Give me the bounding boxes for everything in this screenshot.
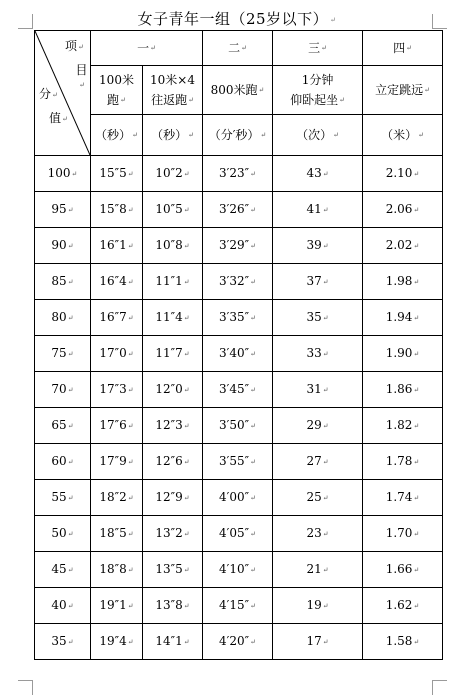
jump-cell[interactable] — [363, 336, 443, 372]
paragraph-mark-icon: ↵ — [250, 313, 257, 322]
score-cell[interactable] — [35, 192, 91, 228]
header-row-units — [35, 115, 443, 156]
cell-value: 60 — [51, 454, 67, 469]
paragraph-mark-icon: ↵ — [67, 277, 74, 286]
shuttle-cell[interactable] — [143, 228, 203, 264]
paragraph-mark-icon: ↵ — [413, 385, 420, 394]
paragraph-mark-icon: ↵ — [250, 205, 257, 214]
paragraph-mark-icon: ↵ — [413, 637, 420, 646]
run-800m-cell[interactable] — [203, 516, 273, 552]
cell-value: 39 — [306, 238, 322, 253]
jump-cell[interactable] — [363, 192, 443, 228]
cell-value: 18″5 — [99, 526, 127, 541]
paragraph-mark-icon: ↵ — [127, 385, 134, 394]
group-header-3[interactable]: 三↵ — [273, 31, 363, 66]
paragraph-mark-icon: ↵ — [322, 349, 329, 358]
paragraph-mark-icon: ↵ — [413, 205, 420, 214]
cell-value: 10″5 — [155, 202, 183, 217]
paragraph-mark-icon: ↵ — [127, 313, 134, 322]
cell-value: 35 — [51, 634, 67, 649]
jump-cell[interactable] — [363, 516, 443, 552]
paragraph-mark-icon: ↵ — [127, 601, 134, 610]
paragraph-mark-icon: ↵ — [127, 493, 134, 502]
corner-label-fen: 分↵ — [39, 87, 58, 101]
run-800m-cell[interactable] — [203, 444, 273, 480]
paragraph-mark-icon: ↵ — [413, 565, 420, 574]
unit-2[interactable]: （秒）↵ — [143, 115, 203, 156]
paragraph-mark-icon: ↵ — [322, 421, 329, 430]
paragraph-mark-icon: ↵ — [413, 601, 420, 610]
score-cell[interactable] — [35, 264, 91, 300]
paragraph-mark-icon: ↵ — [322, 637, 329, 646]
cell-value: 11″4 — [155, 310, 183, 325]
paragraph-mark-icon: ↵ — [183, 313, 190, 322]
paragraph-mark-icon: ↵ — [250, 241, 257, 250]
cell-value: 18″8 — [99, 562, 127, 577]
diagonal-header-cell[interactable] — [35, 31, 91, 156]
table-row — [35, 228, 443, 264]
page-corner-mark-bottom-right — [432, 680, 447, 695]
paragraph-mark-icon: ↵ — [67, 565, 74, 574]
jump-cell[interactable] — [363, 300, 443, 336]
cell-value: 10″2 — [155, 166, 183, 181]
paragraph-mark-icon: ↵ — [322, 277, 329, 286]
paragraph-mark-icon: ↵ — [250, 169, 257, 178]
score-cell[interactable] — [35, 552, 91, 588]
score-cell[interactable] — [35, 300, 91, 336]
cell-value: 3′40″ — [219, 346, 250, 361]
cell-value: 3′23″ — [219, 166, 250, 181]
run-100m-cell[interactable] — [91, 516, 143, 552]
unit-4[interactable]: （次）↵ — [273, 115, 363, 156]
cell-value: 3′29″ — [219, 238, 250, 253]
cell-value: 4′20″ — [219, 634, 250, 649]
paragraph-mark-icon: ↵ — [183, 565, 190, 574]
score-cell[interactable] — [35, 228, 91, 264]
paragraph-mark-icon: ↵ — [127, 169, 134, 178]
situps-cell[interactable] — [273, 588, 363, 624]
paragraph-mark-icon: ↵ — [322, 241, 329, 250]
run-800m-cell[interactable] — [203, 552, 273, 588]
situps-cell[interactable] — [273, 156, 363, 192]
paragraph-mark-icon: ↵ — [330, 16, 337, 24]
cell-value: 70 — [51, 382, 67, 397]
situps-cell[interactable] — [273, 300, 363, 336]
situps-cell[interactable] — [273, 444, 363, 480]
paragraph-mark-icon: ↵ — [322, 313, 329, 322]
run-800m-cell[interactable] — [203, 300, 273, 336]
paragraph-mark-icon: ↵ — [250, 385, 257, 394]
situps-cell[interactable] — [273, 336, 363, 372]
cell-value: 4′15″ — [219, 598, 250, 613]
run-800m-cell[interactable] — [203, 336, 273, 372]
header-row-items — [35, 66, 443, 115]
shuttle-cell[interactable] — [143, 408, 203, 444]
corner-label-zhi: 值↵ — [49, 111, 68, 125]
cell-value: 75 — [51, 346, 67, 361]
score-cell[interactable] — [35, 444, 91, 480]
cell-value: 1.70 — [385, 526, 413, 541]
cell-value: 13″2 — [155, 526, 183, 541]
cell-value: 1.90 — [385, 346, 413, 361]
shuttle-cell[interactable] — [143, 300, 203, 336]
cell-value: 1.78 — [385, 454, 413, 469]
cell-value: 1.86 — [385, 382, 413, 397]
shuttle-cell[interactable] — [143, 264, 203, 300]
shuttle-cell[interactable] — [143, 480, 203, 516]
unit-3[interactable]: （分′秒）↵ — [203, 115, 273, 156]
situps-cell[interactable] — [273, 192, 363, 228]
run-800m-cell[interactable] — [203, 264, 273, 300]
score-cell[interactable] — [35, 372, 91, 408]
unit-5[interactable]: （米）↵ — [363, 115, 443, 156]
cell-value: 21 — [306, 562, 322, 577]
situps-cell[interactable] — [273, 516, 363, 552]
table-row — [35, 516, 443, 552]
cell-value: 17 — [306, 634, 322, 649]
paragraph-mark-icon: ↵ — [413, 313, 420, 322]
paragraph-mark-icon: ↵ — [183, 205, 190, 214]
cell-value: 43 — [306, 166, 322, 181]
cell-value: 16″7 — [99, 310, 127, 325]
corner-label-xiang: 项↵ — [65, 39, 84, 53]
paragraph-mark-icon: ↵ — [127, 529, 134, 538]
paragraph-mark-icon: ↵ — [183, 241, 190, 250]
cell-value: 19″4 — [99, 634, 127, 649]
paragraph-mark-icon: ↵ — [67, 205, 74, 214]
paragraph-mark-icon: ↵ — [71, 169, 78, 178]
cell-value: 33 — [306, 346, 322, 361]
paragraph-mark-icon: ↵ — [127, 421, 134, 430]
paragraph-mark-icon: ↵ — [183, 349, 190, 358]
item-standing-jump[interactable]: 立定跳远↵ — [363, 66, 443, 115]
cell-value: 3′35″ — [219, 310, 250, 325]
cell-value: 18″2 — [99, 490, 127, 505]
cell-value: 4′05″ — [219, 526, 250, 541]
cell-value: 15″5 — [99, 166, 127, 181]
jump-cell[interactable] — [363, 552, 443, 588]
paragraph-mark-icon: ↵ — [183, 493, 190, 502]
cell-value: 45 — [51, 562, 67, 577]
run-800m-cell[interactable] — [203, 228, 273, 264]
cell-value: 13″5 — [155, 562, 183, 577]
table-row — [35, 588, 443, 624]
cell-value: 16″1 — [99, 238, 127, 253]
paragraph-mark-icon: ↵ — [127, 241, 134, 250]
paragraph-mark-icon: ↵ — [250, 277, 257, 286]
item-shuttle-run[interactable]: 10米×4 往返跑↵ — [143, 66, 203, 115]
paragraph-mark-icon: ↵ — [322, 493, 329, 502]
paragraph-mark-icon: ↵ — [250, 349, 257, 358]
paragraph-mark-icon: ↵ — [67, 601, 74, 610]
cell-value: 3′45″ — [219, 382, 250, 397]
cell-value: 12″9 — [155, 490, 183, 505]
paragraph-mark-icon: ↵ — [127, 565, 134, 574]
jump-cell[interactable] — [363, 228, 443, 264]
paragraph-mark-icon: ↵ — [183, 169, 190, 178]
table-row — [35, 192, 443, 228]
cell-value: 1.62 — [385, 598, 413, 613]
run-800m-cell[interactable] — [203, 480, 273, 516]
table-body — [35, 156, 443, 660]
cell-value: 85 — [51, 274, 67, 289]
paragraph-mark-icon: ↵ — [250, 637, 257, 646]
cell-value: 11″1 — [155, 274, 183, 289]
paragraph-mark-icon: ↵ — [322, 385, 329, 394]
paragraph-mark-icon: ↵ — [250, 565, 257, 574]
page-corner-mark-bottom-left — [18, 680, 33, 695]
cell-value: 1.66 — [385, 562, 413, 577]
paragraph-mark-icon: ↵ — [413, 277, 420, 286]
shuttle-cell[interactable] — [143, 516, 203, 552]
paragraph-mark-icon: ↵ — [322, 169, 329, 178]
situps-cell[interactable] — [273, 408, 363, 444]
cell-value: 4′00″ — [219, 490, 250, 505]
score-cell[interactable] — [35, 336, 91, 372]
cell-value: 65 — [51, 418, 67, 433]
jump-cell[interactable] — [363, 588, 443, 624]
cell-value: 1.58 — [385, 634, 413, 649]
paragraph-mark-icon: ↵ — [413, 529, 420, 538]
cell-value: 37 — [306, 274, 322, 289]
paragraph-mark-icon: ↵ — [67, 493, 74, 502]
score-cell[interactable] — [35, 588, 91, 624]
run-800m-cell[interactable] — [203, 192, 273, 228]
cell-value: 19 — [306, 598, 322, 613]
cell-value: 50 — [51, 526, 67, 541]
paragraph-mark-icon: ↵ — [183, 637, 190, 646]
header-row-groups — [35, 31, 443, 66]
paragraph-mark-icon: ↵ — [127, 457, 134, 466]
situps-cell[interactable] — [273, 552, 363, 588]
cell-value: 23 — [306, 526, 322, 541]
run-100m-cell[interactable] — [91, 336, 143, 372]
cell-value: 40 — [51, 598, 67, 613]
paragraph-mark-icon: ↵ — [67, 637, 74, 646]
paragraph-mark-icon: ↵ — [322, 529, 329, 538]
paragraph-mark-icon: ↵ — [67, 313, 74, 322]
situps-cell[interactable] — [273, 480, 363, 516]
cell-value: 1.94 — [385, 310, 413, 325]
score-cell[interactable] — [35, 480, 91, 516]
paragraph-mark-icon: ↵ — [67, 349, 74, 358]
jump-cell[interactable] — [363, 408, 443, 444]
cell-value: 31 — [306, 382, 322, 397]
cell-value: 3′50″ — [219, 418, 250, 433]
shuttle-cell[interactable] — [143, 336, 203, 372]
run-800m-cell[interactable] — [203, 156, 273, 192]
cell-value: 2.10 — [385, 166, 413, 181]
paragraph-mark-icon: ↵ — [413, 349, 420, 358]
score-cell[interactable] — [35, 624, 91, 660]
paragraph-mark-icon: ↵ — [250, 493, 257, 502]
run-800m-cell[interactable] — [203, 408, 273, 444]
table-row — [35, 480, 443, 516]
paragraph-mark-icon: ↵ — [322, 601, 329, 610]
paragraph-mark-icon: ↵ — [413, 457, 420, 466]
cell-value: 27 — [306, 454, 322, 469]
run-100m-cell[interactable] — [91, 444, 143, 480]
corner-label-mu: 目↵ — [75, 63, 88, 89]
run-100m-cell[interactable] — [91, 228, 143, 264]
cell-value: 11″7 — [155, 346, 183, 361]
paragraph-mark-icon: ↵ — [127, 277, 134, 286]
cell-value: 14″1 — [155, 634, 183, 649]
paragraph-mark-icon: ↵ — [183, 421, 190, 430]
table-row — [35, 444, 443, 480]
run-800m-cell[interactable] — [203, 588, 273, 624]
jump-cell[interactable] — [363, 156, 443, 192]
cell-value: 55 — [51, 490, 67, 505]
cell-value: 12″0 — [155, 382, 183, 397]
cell-value: 3′55″ — [219, 454, 250, 469]
shuttle-cell[interactable] — [143, 588, 203, 624]
cell-value: 15″8 — [99, 202, 127, 217]
paragraph-mark-icon: ↵ — [413, 241, 420, 250]
shuttle-cell[interactable] — [143, 192, 203, 228]
cell-value: 10″8 — [155, 238, 183, 253]
score-table — [34, 30, 443, 660]
run-100m-cell[interactable] — [91, 408, 143, 444]
table-row — [35, 624, 443, 660]
situps-cell[interactable] — [273, 264, 363, 300]
paragraph-mark-icon: ↵ — [183, 277, 190, 286]
situps-cell[interactable] — [273, 228, 363, 264]
unit-1[interactable]: （秒）↵ — [91, 115, 143, 156]
item-800m[interactable]: 800米跑↵ — [203, 66, 273, 115]
cell-value: 1.74 — [385, 490, 413, 505]
cell-value: 25 — [306, 490, 322, 505]
score-cell[interactable] — [35, 156, 91, 192]
cell-value: 29 — [306, 418, 322, 433]
paragraph-mark-icon: ↵ — [67, 457, 74, 466]
cell-value: 1.82 — [385, 418, 413, 433]
paragraph-mark-icon: ↵ — [127, 637, 134, 646]
paragraph-mark-icon: ↵ — [250, 601, 257, 610]
group-header-4[interactable]: 四↵ — [363, 31, 443, 66]
run-800m-cell[interactable] — [203, 624, 273, 660]
score-cell[interactable] — [35, 408, 91, 444]
paragraph-mark-icon: ↵ — [250, 457, 257, 466]
item-situps[interactable]: 1分钟 仰卧起坐↵ — [273, 66, 363, 115]
jump-cell[interactable] — [363, 444, 443, 480]
run-100m-cell[interactable] — [91, 156, 143, 192]
paragraph-mark-icon: ↵ — [67, 421, 74, 430]
cell-value: 35 — [306, 310, 322, 325]
paragraph-mark-icon: ↵ — [183, 601, 190, 610]
run-100m-cell[interactable] — [91, 588, 143, 624]
paragraph-mark-icon: ↵ — [67, 529, 74, 538]
paragraph-mark-icon: ↵ — [322, 205, 329, 214]
jump-cell[interactable] — [363, 264, 443, 300]
table-row — [35, 300, 443, 336]
cell-value: 1.98 — [385, 274, 413, 289]
cell-value: 4′10″ — [219, 562, 250, 577]
cell-value: 3′26″ — [219, 202, 250, 217]
table-row — [35, 156, 443, 192]
shuttle-cell[interactable] — [143, 624, 203, 660]
paragraph-mark-icon: ↵ — [183, 457, 190, 466]
group-header-2[interactable]: 二↵ — [203, 31, 273, 66]
cell-value: 2.02 — [385, 238, 413, 253]
paragraph-mark-icon: ↵ — [127, 349, 134, 358]
paragraph-mark-icon: ↵ — [67, 385, 74, 394]
jump-cell[interactable] — [363, 372, 443, 408]
run-100m-cell[interactable] — [91, 300, 143, 336]
title-text: 女子青年一组（25岁以下） — [137, 10, 329, 28]
table-row — [35, 264, 443, 300]
paragraph-mark-icon: ↵ — [250, 529, 257, 538]
cell-value: 19″1 — [99, 598, 127, 613]
table-row — [35, 408, 443, 444]
run-800m-cell[interactable] — [203, 372, 273, 408]
cell-value: 95 — [51, 202, 67, 217]
cell-value: 16″4 — [99, 274, 127, 289]
paragraph-mark-icon: ↵ — [413, 493, 420, 502]
paragraph-mark-icon: ↵ — [322, 457, 329, 466]
shuttle-cell[interactable] — [143, 156, 203, 192]
table-row — [35, 552, 443, 588]
paragraph-mark-icon: ↵ — [250, 421, 257, 430]
cell-value: 100 — [47, 166, 71, 181]
cell-value: 12″3 — [155, 418, 183, 433]
cell-value: 80 — [51, 310, 67, 325]
paragraph-mark-icon: ↵ — [183, 529, 190, 538]
jump-cell[interactable] — [363, 624, 443, 660]
cell-value: 3′32″ — [219, 274, 250, 289]
cell-value: 12″6 — [155, 454, 183, 469]
cell-value: 17″6 — [99, 418, 127, 433]
paragraph-mark-icon: ↵ — [183, 385, 190, 394]
document-title[interactable] — [0, 8, 474, 29]
paragraph-mark-icon: ↵ — [67, 241, 74, 250]
run-100m-cell[interactable] — [91, 264, 143, 300]
paragraph-mark-icon: ↵ — [127, 205, 134, 214]
run-100m-cell[interactable] — [91, 480, 143, 516]
paragraph-mark-icon: ↵ — [322, 565, 329, 574]
table-row — [35, 336, 443, 372]
paragraph-mark-icon: ↵ — [413, 169, 420, 178]
run-100m-cell[interactable] — [91, 192, 143, 228]
shuttle-cell[interactable] — [143, 552, 203, 588]
shuttle-cell[interactable] — [143, 444, 203, 480]
cell-value: 17″9 — [99, 454, 127, 469]
item-100m[interactable]: 100米 跑↵ — [91, 66, 143, 115]
situps-cell[interactable] — [273, 372, 363, 408]
score-cell[interactable] — [35, 516, 91, 552]
cell-value: 13″8 — [155, 598, 183, 613]
group-header-1[interactable]: 一↵ — [91, 31, 203, 66]
table-row — [35, 372, 443, 408]
paragraph-mark-icon: ↵ — [413, 421, 420, 430]
run-100m-cell[interactable] — [91, 372, 143, 408]
run-100m-cell[interactable] — [91, 624, 143, 660]
shuttle-cell[interactable] — [143, 372, 203, 408]
run-100m-cell[interactable] — [91, 552, 143, 588]
cell-value: 2.06 — [385, 202, 413, 217]
cell-value: 41 — [306, 202, 322, 217]
jump-cell[interactable] — [363, 480, 443, 516]
cell-value: 17″0 — [99, 346, 127, 361]
situps-cell[interactable] — [273, 624, 363, 660]
cell-value: 90 — [51, 238, 67, 253]
cell-value: 17″3 — [99, 382, 127, 397]
